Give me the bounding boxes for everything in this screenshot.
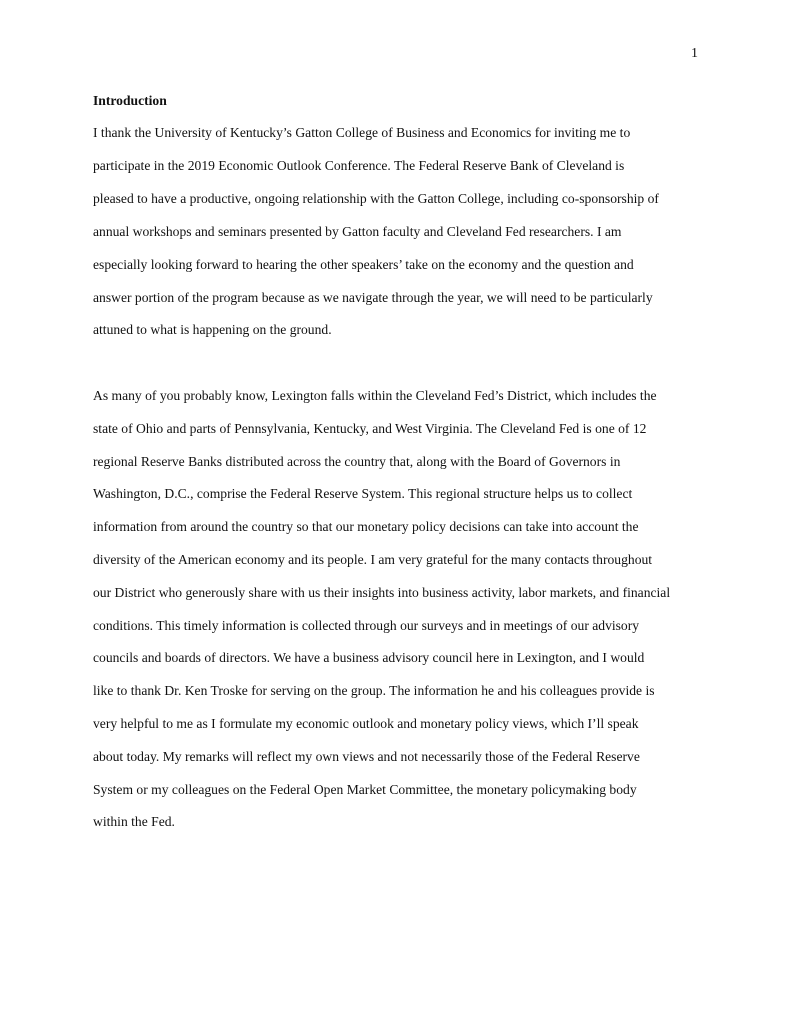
paragraph-line: attuned to what is happening on the ground.	[93, 322, 332, 337]
paragraph-line: especially looking forward to hearing the other speakers’ take on the economy and the question and	[93, 257, 634, 272]
paragraph-line: state of Ohio and parts of Pennsylvania, Kentucky, and West Virginia. The Cleveland Fed is one of 12	[93, 421, 647, 436]
paragraph-line: councils and boards of directors. We have a business advisory council here in Lexington, and I would	[93, 650, 645, 665]
paragraph-line: Washington, D.C., comprise the Federal Reserve System. This regional structure helps us to collect	[93, 486, 633, 501]
paragraph-line: annual workshops and seminars presented by Gatton faculty and Cleveland Fed researchers. I am	[93, 224, 622, 239]
paragraph-line: very helpful to me as I formulate my economic outlook and monetary policy views, which I’ll speak	[93, 716, 639, 731]
paragraph-line: within the Fed.	[93, 814, 175, 829]
paragraph-line: our District who generously share with us their insights into business activity, labor markets, and financial	[93, 585, 671, 600]
paragraph-line: I thank the University of Kentucky’s Gatton College of Business and Economics for inviting me to	[93, 125, 631, 140]
paragraph-line: System or my colleagues on the Federal Open Market Committee, the monetary policymaking body	[93, 782, 637, 797]
paragraph-line: participate in the 2019 Economic Outlook Conference. The Federal Reserve Bank of Cleveland is	[93, 158, 625, 173]
section-heading: Introduction	[93, 93, 167, 108]
paragraph-line: As many of you probably know, Lexington falls within the Cleveland Fed’s District, which includes the	[93, 388, 657, 403]
paragraph-line: pleased to have a productive, ongoing relationship with the Gatton College, including co-sponsorship of	[93, 191, 659, 206]
paragraph-line: like to thank Dr. Ken Troske for serving on the group. The information he and his colleagues provide is	[93, 683, 655, 698]
paragraph-line: regional Reserve Banks distributed across the country that, along with the Board of Governors in	[93, 454, 621, 469]
paragraph-line: diversity of the American economy and its people. I am very grateful for the many contacts throughout	[93, 552, 653, 567]
paragraph-line: conditions. This timely information is collected through our surveys and in meetings of our advisory	[93, 618, 640, 633]
paragraph-line: answer portion of the program because as we navigate through the year, we will need to be particularly	[93, 290, 653, 305]
paragraph-line: information from around the country so that our monetary policy decisions can take into account the	[93, 519, 639, 534]
paragraph-line: about today. My remarks will reflect my own views and not necessarily those of the Federal Reserve	[93, 749, 640, 764]
page-number: 1	[691, 46, 698, 61]
